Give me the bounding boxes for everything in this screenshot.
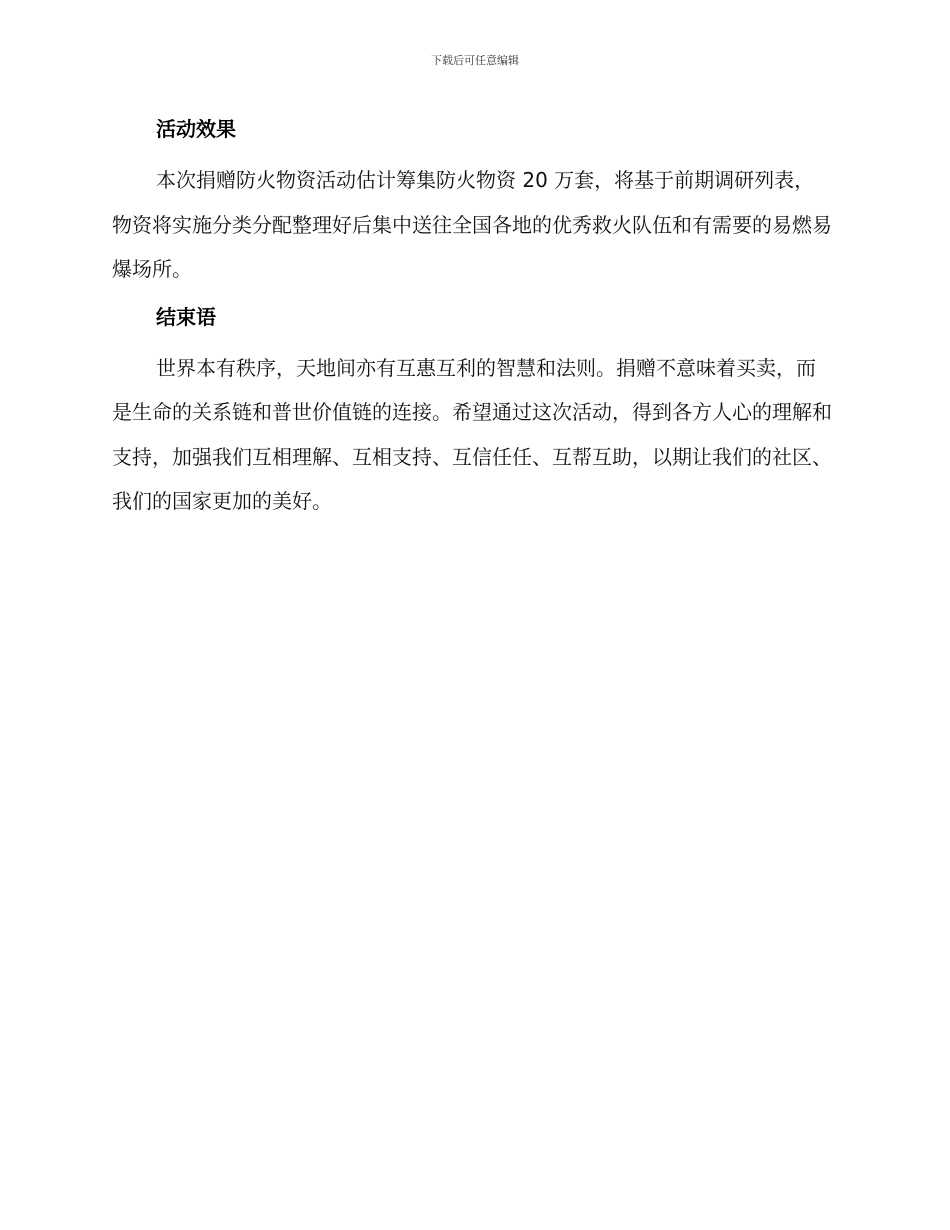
paragraph-conclusion: 世界本有秩序，天地间亦有互惠互利的智慧和法则。捐赠不意味着买卖，而是生命的关系链和普世价值链的连接。希望通过这次活动，得到各方人心的理解和支持，加强我们互相理解、互相支持、互信任任、互帮互助，以期让我们的社区、我们的国家更加的美好。 — [112, 355, 832, 513]
section-title-conclusion: 结束语 — [156, 304, 216, 329]
document-body — [112, 114, 834, 524]
section-title-activity-effect: 活动效果 — [156, 117, 236, 141]
spacer — [112, 144, 834, 158]
spacer — [112, 292, 834, 302]
spacer — [112, 332, 834, 346]
header-note: 下载后可任意编辑 — [431, 54, 519, 67]
paragraph-activity-effect: 本次捐赠防火物资活动估计筹集防火物资 20 万套，将基于前期调研列表，物资将实施分类分配整理好后集中送往全国各地的优秀救火队伍和有需要的易燃易爆场所。 — [112, 168, 832, 281]
